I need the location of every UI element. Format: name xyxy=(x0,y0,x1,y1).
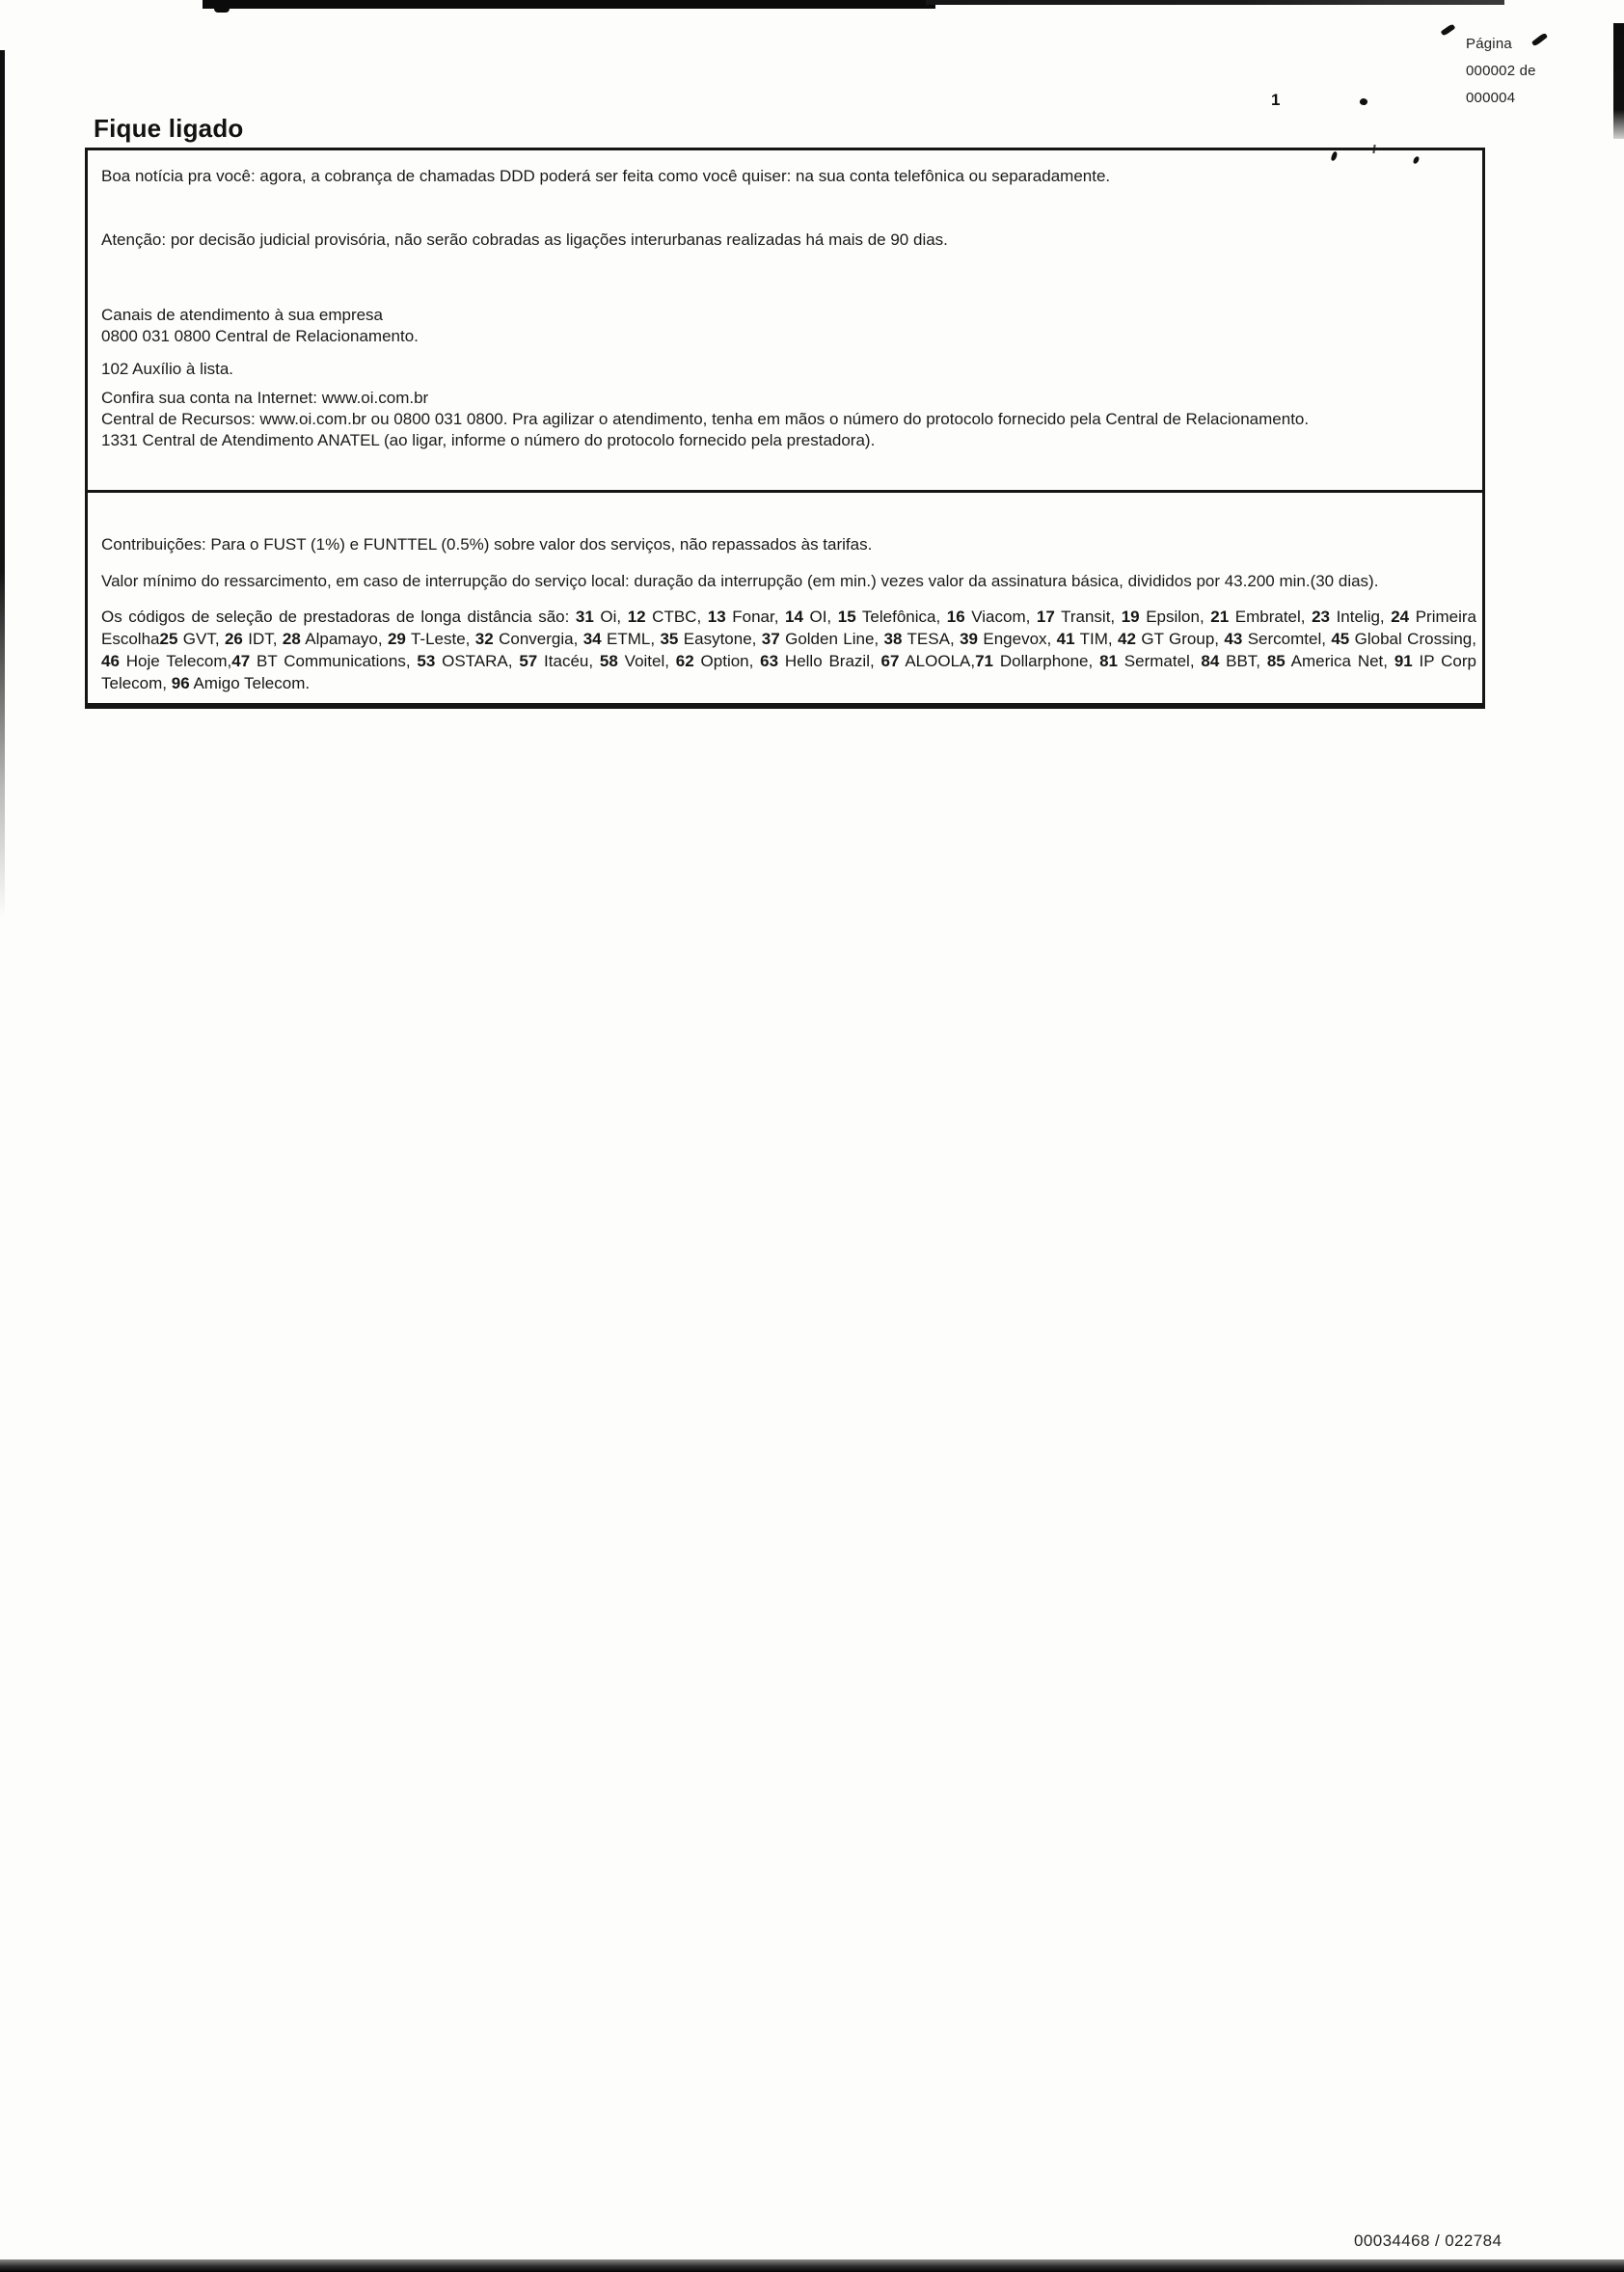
contributions-line: Contribuições: Para o FUST (1%) e FUNTTEL (0.5%) sobre valor dos serviços, não repassados às tarifas. xyxy=(101,535,873,554)
pen-stroke-mark-icon xyxy=(1441,23,1456,37)
page-title: Fique ligado xyxy=(94,114,244,143)
scan-top-edge-bar-thin xyxy=(926,0,1504,5)
page-number: 000002 de xyxy=(1466,63,1536,79)
notice-attention: Atenção: por decisão judicial provisória, não serão cobradas as ligações interurbanas realizadas há mais de 90 dias. xyxy=(101,230,948,249)
stray-digit-mark: 1 xyxy=(1271,91,1281,109)
refund-rule-line: Valor mínimo do ressarcimento, em caso de interrupção do serviço local: duração da interrupção (em min.) vezes valor da assinatura básica, divididos por 43.200 min.(30 dias). xyxy=(101,572,1379,590)
page-number-block xyxy=(1466,31,1610,112)
ink-speck xyxy=(1359,97,1368,106)
scan-top-blob xyxy=(214,0,230,13)
notice-box-divider xyxy=(88,490,1482,493)
resources-line: Central de Recursos: www.oi.com.br ou 0800 031 0800. Pra agilizar o atendimento, tenha em mãos o número do protocolo fornecido pela Central de Relacionamento. xyxy=(101,410,1310,428)
scan-right-edge-strip xyxy=(1613,23,1624,139)
carrier-codes-paragraph: Os códigos de seleção de prestadoras de longa distância são: 31 Oi, 12 CTBC, 13 Fonar, 14 OI, 15 Telefônica, 16 Viacom, 17 Transit, 19 Epsilon, 21 Embratel, 23 Intelig, 24 Primeira Escolha25 GVT, 26 IDT, 28 Alpamayo, 29 T-Leste, 32 Convergia, 34 ETML, 35 Easytone, 37 Golden Line, 38 TESA, 39 Engevox, 41 TIM, 42 GT Group, 43 Sercomtel, 45 Global Crossing, 46 Hoje Telecom,47 BT Communications, 53 OSTARA, 57 Itacéu, 58 Voitel, 62 Option, 63 Hello Brazil, 67 ALOOLA,71 Dollarphone, 81 Sermatel, 84 BBT, 85 America Net, 91 IP Corp Telecom, 96 Amigo Telecom. xyxy=(101,608,1476,692)
scan-top-edge-bar xyxy=(203,0,935,9)
notice-box xyxy=(85,148,1485,709)
channels-phone: 0800 031 0800 Central de Relacionamento. xyxy=(101,327,419,345)
scan-left-edge-strip xyxy=(0,50,5,918)
anatel-line: 1331 Central de Atendimento ANATEL (ao ligar, informe o número do protocolo fornecido pela prestadora). xyxy=(101,431,876,449)
document-number: 00034468 / 022784 xyxy=(1354,2231,1502,2250)
page-total: 000004 xyxy=(1466,90,1516,106)
scan-bottom-edge-band xyxy=(0,2259,1624,2272)
internet-line: Confira sua conta na Internet: www.oi.com.br xyxy=(101,389,429,407)
page-label: Página xyxy=(1466,36,1512,52)
directory-assistance: 102 Auxílio à lista. xyxy=(101,360,234,378)
notice-good-news: Boa notícia pra você: agora, a cobrança de chamadas DDD poderá ser feita como você quiser: na sua conta telefônica ou separadamente. xyxy=(101,167,1111,185)
channels-heading: Canais de atendimento à sua empresa xyxy=(101,306,384,324)
